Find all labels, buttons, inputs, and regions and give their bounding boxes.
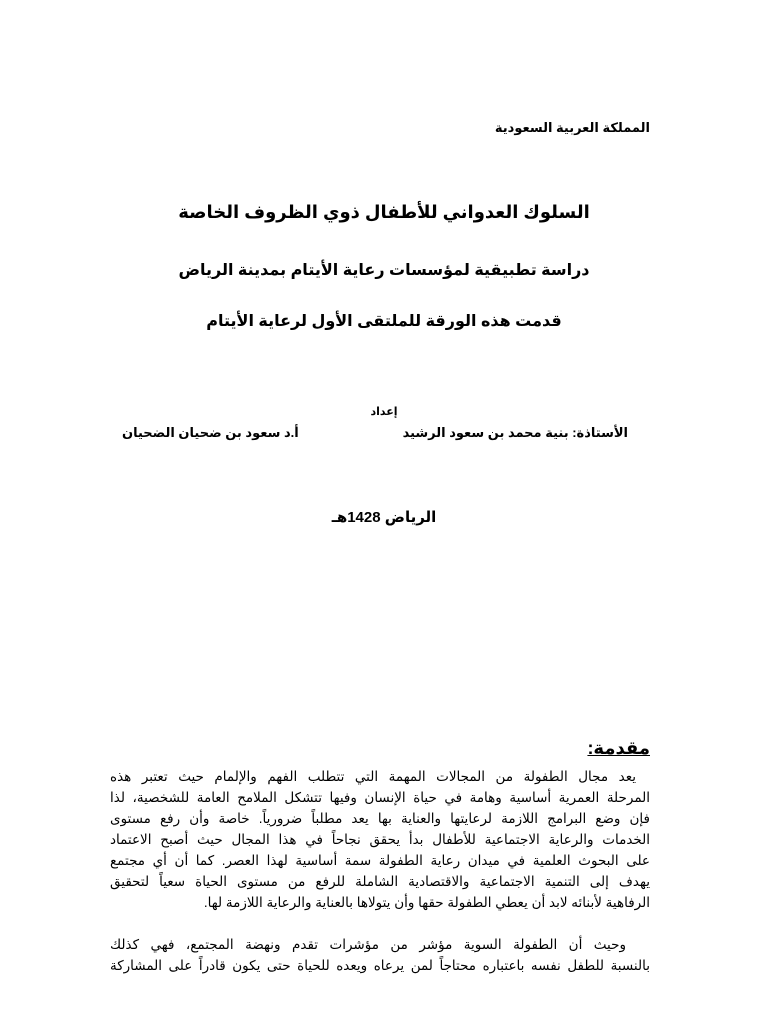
paragraph-line: الخدمات والرعاية الاجتماعية للأطفال بدأ يحقق نجاحاً في هذا المجال حيث أصبح الاعتماد	[110, 832, 650, 847]
paragraph-line: يعد مجال الطفولة من المجالات المهمة التي تتطلب الفهم والإلمام حيث تعتبر هذه	[110, 769, 636, 784]
author-first: الأستاذة: بنية محمد بن سعود الرشيد	[402, 425, 628, 440]
intro-heading: مقدمة:	[587, 738, 650, 758]
document-subtitle: دراسة تطبيقية لمؤسسات رعاية الأيتام بمدينة الرياض	[178, 262, 590, 279]
document-title: السلوك العدواني للأطفال ذوي الظروف الخاصة	[178, 202, 590, 222]
presented-note: قدمت هذه الورقة للملتقى الأول لرعاية الأيتام	[206, 313, 562, 330]
paragraph-line: يهدف إلى التنمية الاجتماعية والاقتصادية الشاملة للرفع من مستوى الحياة سعياً لتحقيق	[110, 874, 650, 889]
paragraph-line: فإن وضع البرامج اللازمة لرعايتها والعناية بها يعد مطلباً ضرورياً. خاصة وأن رفع مستوى	[110, 811, 650, 826]
place-date: الرياض 1428هـ	[331, 509, 437, 526]
paragraph-gap	[110, 913, 650, 934]
country-name: المملكة العربية السعودية	[494, 120, 650, 135]
paragraph-line: المرحلة العمرية أساسية وهامة في حياة الإنسان وفيها تتشكل الملامح العامة للشخصية، لذا	[110, 790, 650, 805]
paragraph-line: الرفاهية لأبنائه لابد أن يعطي الطفولة حقها وأن يتولاها بالعناية والرعاية اللازمة لها.	[203, 895, 650, 910]
intro-body	[110, 766, 650, 976]
paragraph-line: وحيث أن الطفولة السوية مؤشر من مؤشرات تقدم ونهضة المجتمع، فهي كذلك	[110, 937, 626, 952]
paragraph-line: على البحوث العلمية في ميدان رعاية الطفولة سمة أساسية لهذا العصر. كما أن أي مجتمع	[110, 853, 650, 868]
author-second: أ.د سعود بن ضحيان الضحيان	[122, 425, 299, 440]
prepared-by-label: إعداد	[370, 406, 398, 418]
paragraph-line: بالنسبة للطفل نفسه باعتباره محتاجاً لمن يرعاه ويعده للحياة حتى يكون قادراً على المشاركة	[110, 958, 650, 973]
